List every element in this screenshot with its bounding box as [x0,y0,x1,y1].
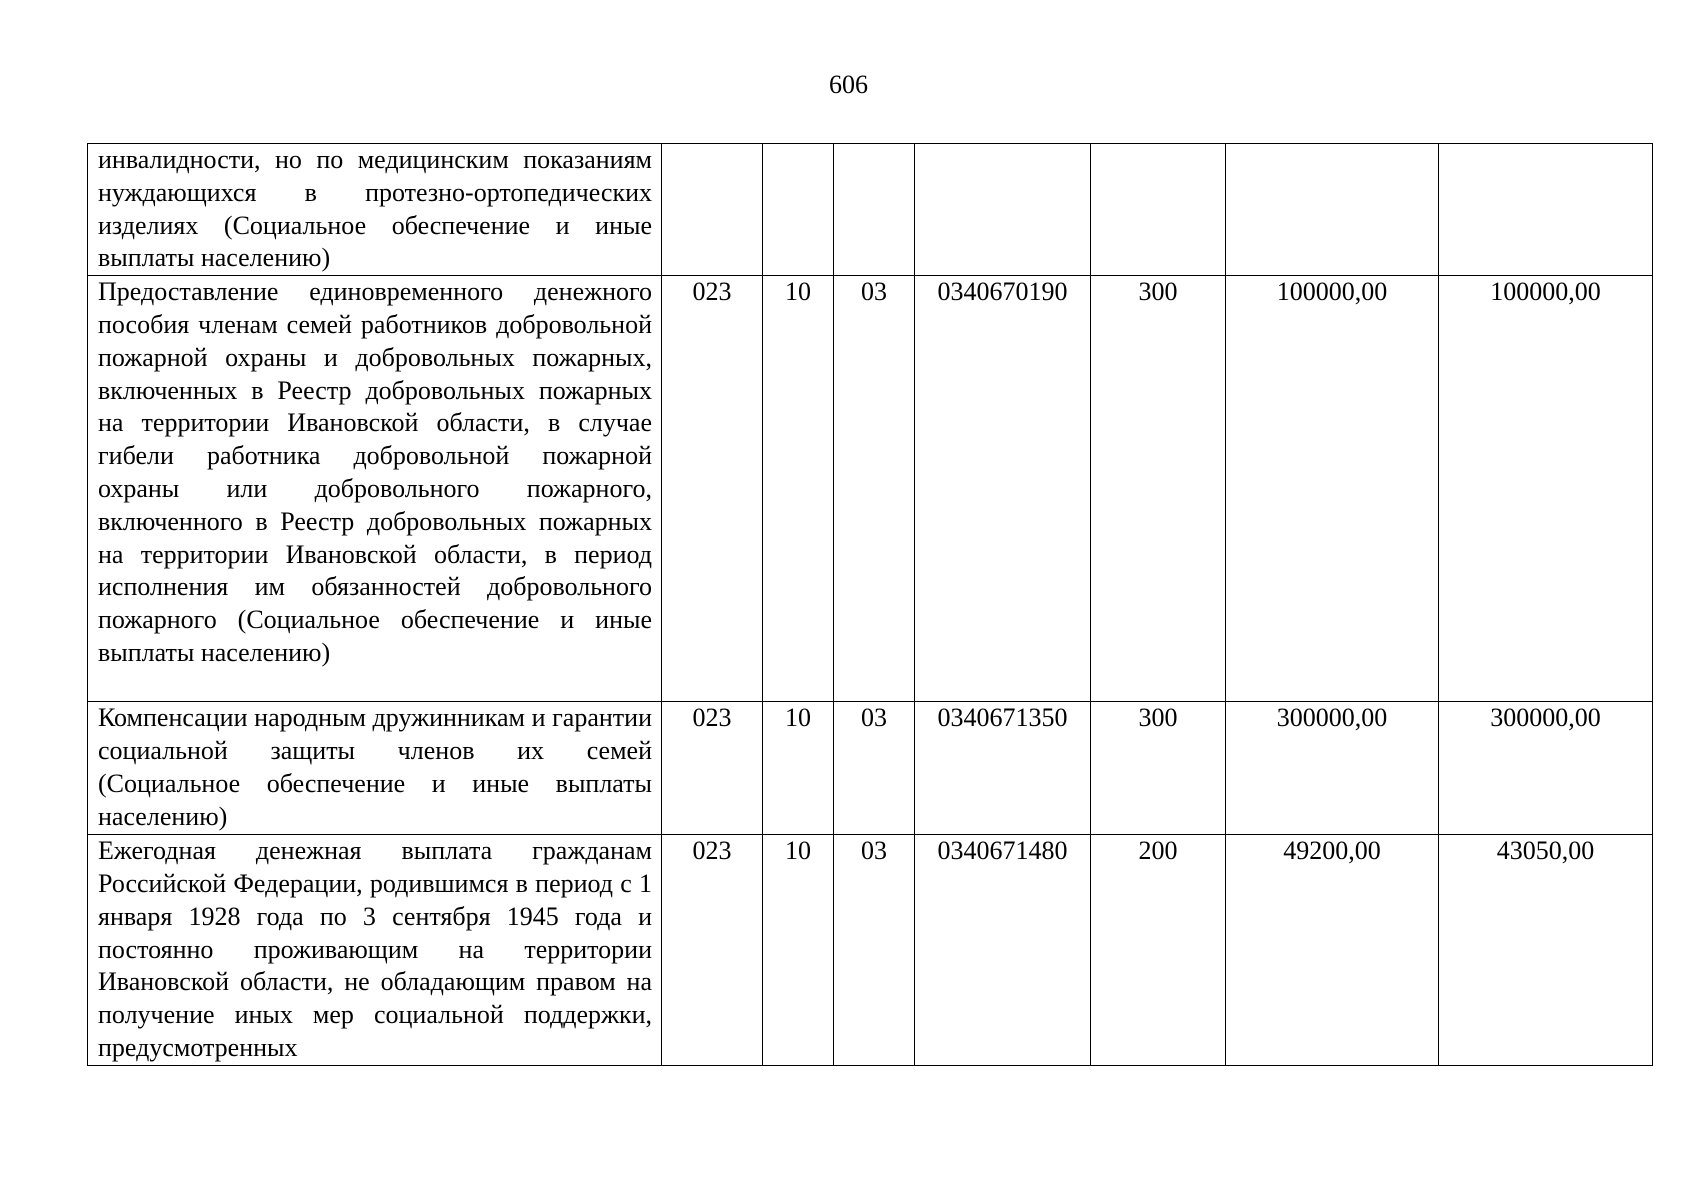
row-description: инвалидности, но по медицинским показаниям нуждающихся в протезно-ортопедических изделиях (Социальное обеспечение и иные выплаты населению) [88,144,662,276]
amount-first-year: 49200,00 [1226,835,1439,1066]
amount-first-year: 100000,00 [1226,276,1439,702]
expense-type-code [1091,144,1226,276]
target-article-code: 0340671350 [915,702,1091,835]
row-description: Предоставление единовременного денежного пособия членам семей работников добровольной пожарной охраны и добровольных пожарных, включенных в Реестр добровольных пожарных на территории Ивановской области, в случае гибели работника добровольной пожарной охраны или добровольного пожарного, включенного в Реестр добровольных пожарных на территории Ивановской области, в период исполнения им обязанностей добровольного пожарного (Социальное обеспечение и иные выплаты населению) [88,276,662,702]
table-row [88,702,1653,835]
page-number: 606 [829,70,868,99]
section-code: 10 [763,835,834,1066]
amount-second-year [1439,144,1653,276]
table-row [88,144,1653,276]
amount-second-year: 43050,00 [1439,835,1653,1066]
amount-first-year [1226,144,1439,276]
section-code: 10 [763,702,834,835]
grbs-code: 023 [662,835,763,1066]
row-description: Ежегодная денежная выплата гражданам Российской Федерации, родившимся в период с 1 января 1928 года по 3 сентября 1945 года и постоянно проживающим на территории Ивановской области, не обладающим правом на получение иных мер социальной поддержки, предусмотренных [88,835,662,1066]
amount-second-year: 300000,00 [1439,702,1653,835]
expense-type-code: 300 [1091,702,1226,835]
grbs-code: 023 [662,702,763,835]
expense-type-code: 300 [1091,276,1226,702]
amount-second-year: 100000,00 [1439,276,1653,702]
budget-table [87,143,1653,1066]
table-row [88,835,1653,1066]
subsection-code [834,144,915,276]
grbs-code [662,144,763,276]
subsection-code: 03 [834,276,915,702]
subsection-code: 03 [834,702,915,835]
amount-first-year: 300000,00 [1226,702,1439,835]
target-article-code: 0340670190 [915,276,1091,702]
expense-type-code: 200 [1091,835,1226,1066]
target-article-code [915,144,1091,276]
grbs-code: 023 [662,276,763,702]
row-description: Компенсации народным дружинникам и гарантии социальной защиты членов их семей (Социальное обеспечение и иные выплаты населению) [88,702,662,835]
target-article-code: 0340671480 [915,835,1091,1066]
table-row [88,276,1653,702]
subsection-code: 03 [834,835,915,1066]
section-code [763,144,834,276]
section-code: 10 [763,276,834,702]
